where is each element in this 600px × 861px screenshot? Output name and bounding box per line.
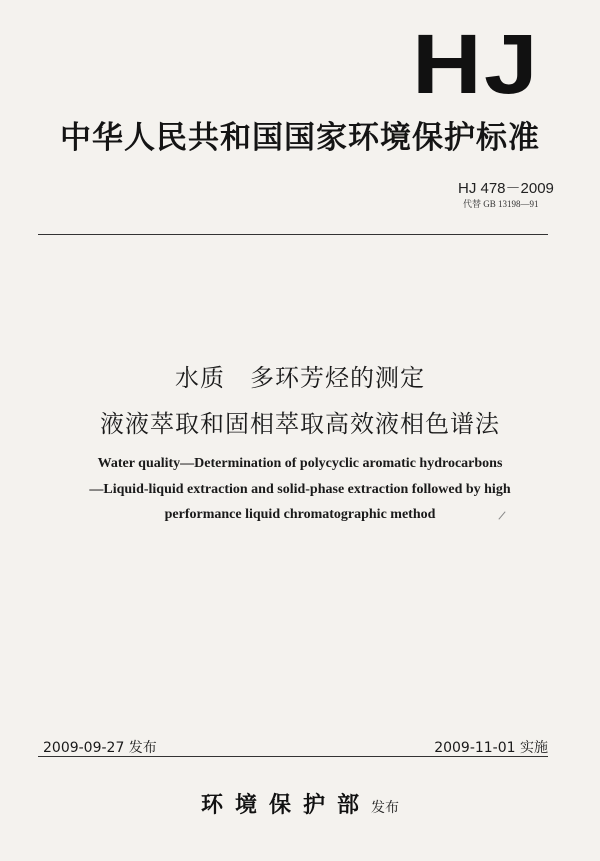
replaces-note: 代替 GB 13198—91 bbox=[463, 199, 539, 209]
title-en-line2: —Liquid-liquid extraction and solid-phase extraction followed by high bbox=[89, 482, 511, 497]
title-cn-line1: 水质 多环芳烃的测定 bbox=[175, 364, 425, 392]
publisher-suffix: 发布 bbox=[371, 800, 399, 816]
bottom-divider bbox=[38, 756, 548, 757]
title-en-line1: Water quality—Determination of polycyclic aromatic hydrocarbons bbox=[97, 456, 503, 471]
publisher-name: 环境保护部 bbox=[200, 792, 371, 818]
publisher-line bbox=[0, 788, 600, 819]
standard-number: HJ 478－2009 bbox=[458, 180, 554, 197]
title-cn-line2: 液液萃取和固相萃取高效液相色谱法 bbox=[100, 410, 500, 438]
implementation-date: 2009-11-01 实施 bbox=[434, 740, 548, 756]
hj-logo: HJ bbox=[411, 17, 541, 111]
title-en-line3: performance liquid chromatographic method bbox=[164, 507, 436, 522]
issue-date: 2009-09-27 发布 bbox=[43, 740, 157, 756]
agency-title: 中华人民共和国国家环境保护标准 bbox=[60, 120, 540, 156]
top-divider bbox=[38, 234, 548, 235]
